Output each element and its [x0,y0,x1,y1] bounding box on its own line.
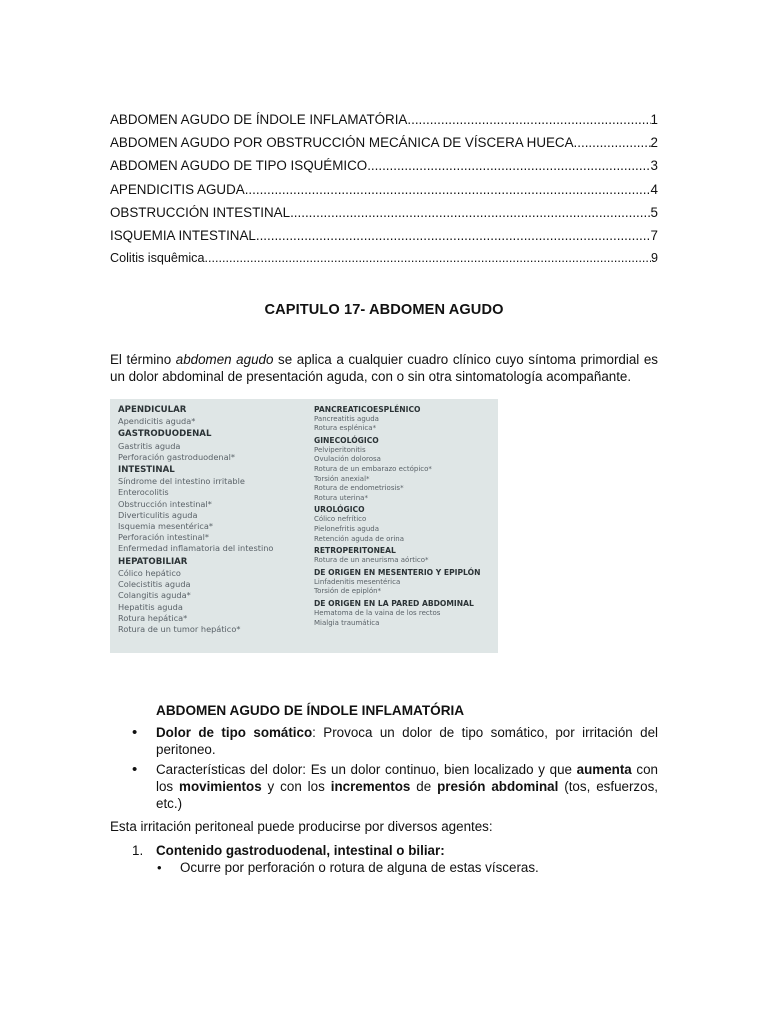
figure-item: Pielonefritis aguda [314,525,380,534]
figure-item: Retención aguda de orina [314,534,405,543]
figure-item: Ovulación dolorosa [314,455,381,464]
figure-item: Rotura esplénica* [314,424,377,433]
figure-item: Enfermedad inflamatoria del intestino [118,543,274,554]
figure-item: Rotura hepática* [118,612,188,623]
figure-item: Linfadenitis mesentérica [314,577,401,586]
figure-item: Rotura de un embarazo ectópico* [314,465,432,474]
figure-item: Mialgia traumática [314,618,380,627]
figure-item: Isquemia mesentérica* [118,521,213,532]
figure-item: Pelviperitonitis [314,445,366,454]
figure-category: RETROPERITONEAL [314,546,396,556]
bullet-icon: • [132,760,138,778]
figure-item: Rotura de un aneurisma aórtico* [314,556,429,565]
figure-item: Hepatitis aguda [118,601,183,612]
figure-item: Cólico hepático [118,567,181,578]
figure-item: Colangitis aguda* [118,590,191,601]
document-page [110,112,658,876]
body-text: Esta irritación peritoneal puede producirse por diversos agentes: [110,818,493,834]
figure-right-column [314,403,480,629]
figure-left-column [118,403,273,635]
figure-category: GASTRODUODENAL [118,429,212,440]
figure-item: Rotura uterina* [314,493,368,502]
toc-entry[interactable]: ABDOMEN AGUDO POR OBSTRUCCIÓN MECÁNICA DE VÍSCERA HUECA ..... 2 [110,135,658,158]
section-heading: ABDOMEN AGUDO DE ÍNDOLE INFLAMATÓRIA [156,702,465,718]
bullet-icon: • [157,859,162,875]
figure-item: Diverticulitis aguda [118,509,198,520]
figure-category: UROLÓGICO [314,505,365,515]
figure-item: Síndrome del intestino irritable [118,476,245,487]
toc-entry[interactable]: ABDOMEN AGUDO DE TIPO ISQUÉMICO ..... 3 [110,158,658,181]
toc-entry[interactable]: APENDICITIS AGUDA ..... 4 [110,182,658,205]
figure-item: Enterocolitis [118,487,169,498]
figure-category: GINECOLÓGICO [314,435,379,445]
figure-item: Torsión de epiplón* [314,587,382,596]
figure-item: Obstrucción intestinal* [118,498,212,509]
toc-entry[interactable]: OBSTRUCCIÓN INTESTINAL ..... 5 [110,205,658,228]
toc-entry[interactable]: Colitis isquêmica ..... 9 [110,251,658,274]
figure-item: Pancreatitis aguda [314,414,379,423]
toc-entry[interactable]: ABDOMEN AGUDO DE ÍNDOLE INFLAMATÓRIA ..... 1 [110,112,658,135]
figure-category: APENDICULAR [118,404,187,415]
figure-item: Colecistitis aguda [118,579,191,590]
figure-item: Rotura de un tumor hepático* [118,623,241,634]
figure-item: Rotura de endometriosis* [314,484,404,493]
numbered-item: 1. Contenido gastroduodenal, intestinal o biliar: [132,842,445,858]
figure-item: Gastritis aguda [118,440,181,451]
table-of-contents [110,112,658,274]
bullet-list [110,724,658,812]
sub-bullet-item: • Ocurre por perforación o rotura de alguna de estas vísceras. [157,859,539,875]
figure-category: PANCREATICOESPLÉNICO [314,404,421,414]
figure-item: Apendicitis aguda* [118,416,196,426]
chapter-title: CAPITULO 17- ABDOMEN AGUDO [264,302,504,319]
causes-table-figure [110,399,498,653]
list-item: • Características del dolor: Es un dolor continuo, bien localizado y que aumenta con los movimientos y con los incrementos de presión abdominal (tos, esfuerzos, etc.) [132,760,659,811]
figure-item: Perforación gastroduodenal* [118,451,235,462]
toc-entry[interactable]: ISQUEMIA INTESTINAL ..... 7 [110,228,658,251]
figure-category: DE ORIGEN EN MESENTERIO Y EPIPLÓN [314,567,481,577]
intro-paragraph: El término abdomen agudo se aplica a cualquier cuadro clínico cuyo síntoma primordial es un dolor abdominal de presentación aguda, con o sin otra sintomatología acompañante. [110,352,659,385]
list-item: • Dolor de tipo somático: Provoca un dolor de tipo somático, por irritación del peritoneo. [132,723,658,757]
figure-item: Cólico nefrítico [314,515,367,524]
figure-item: Hematoma de la vaina de los rectos [314,609,441,618]
figure-category: DE ORIGEN EN LA PARED ABDOMINAL [314,599,474,609]
figure-item: Torsión anexial* [314,474,370,483]
figure-category: INTESTINAL [118,464,175,475]
figure-category: HEPATOBILIAR [118,556,188,567]
bullet-icon: • [132,723,138,741]
figure-item: Perforación intestinal* [118,532,209,543]
